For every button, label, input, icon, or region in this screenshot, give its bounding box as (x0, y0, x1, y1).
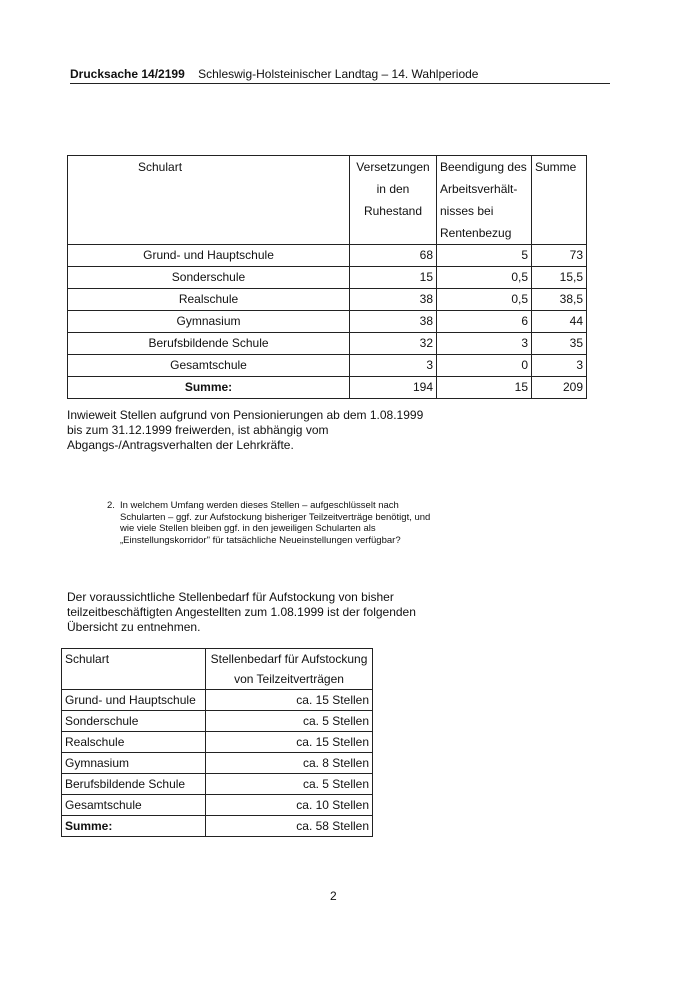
cell-ruhestand: 38 (350, 311, 437, 333)
cell-ruhestand: 32 (350, 333, 437, 355)
document-source: Schleswig-Holsteinischer Landtag – 14. Wahlperiode (198, 67, 479, 81)
cell-renten: 3 (437, 333, 532, 355)
cell-ruhestand: 15 (350, 267, 437, 289)
cell-summe: 73 (532, 245, 587, 267)
cell-bedarf: ca. 10 Stellen (206, 795, 373, 816)
document-number: Drucksache 14/2199 (70, 67, 185, 81)
table-row (68, 267, 587, 289)
page-header (70, 67, 610, 84)
table-row (62, 774, 373, 795)
cell-summe: 35 (532, 333, 587, 355)
cell-school: Grund- und Hauptschule (62, 690, 206, 711)
column-header-schulart: Schulart (68, 156, 350, 245)
cell-renten: 6 (437, 311, 532, 333)
column-header-summe: Summe (532, 156, 587, 245)
table-total-row (62, 816, 373, 837)
table-row (62, 732, 373, 753)
table-row (68, 355, 587, 377)
pension-table (67, 155, 587, 399)
cell-total-summe: 209 (532, 377, 587, 399)
cell-ruhestand: 38 (350, 289, 437, 311)
cell-school: Realschule (62, 732, 206, 753)
header-line: in den (376, 182, 410, 196)
paragraph-stellenbedarf: Der voraussichtliche Stellenbedarf für Aufstockung von bisher teilzeitbeschäftigten Angestellten zum 1.08.1999 ist der folgenden Übersicht zu entnehmen. (67, 590, 416, 634)
cell-summe: 15,5 (532, 267, 587, 289)
cell-school: Sonderschule (62, 711, 206, 732)
table-row (68, 333, 587, 355)
column-header-stellenbedarf (206, 649, 373, 690)
question-number: 2. (107, 500, 115, 511)
cell-total-renten: 15 (437, 377, 532, 399)
cell-bedarf: ca. 5 Stellen (206, 774, 373, 795)
cell-school: Gesamtschule (62, 795, 206, 816)
table-row (62, 795, 373, 816)
cell-school: Gesamtschule (68, 355, 350, 377)
column-header-ruhestand (350, 156, 437, 245)
cell-school: Sonderschule (68, 267, 350, 289)
cell-summe: 3 (532, 355, 587, 377)
table-row (68, 289, 587, 311)
table-row (68, 245, 587, 267)
cell-school: Realschule (68, 289, 350, 311)
cell-summe: 44 (532, 311, 587, 333)
cell-total-label: Summe: (62, 816, 206, 837)
header-line: Stellenbedarf für Aufstockung (210, 652, 368, 666)
cell-total-label: Summe: (68, 377, 350, 399)
table-header-row (68, 156, 587, 245)
table-total-row (68, 377, 587, 399)
cell-renten: 0 (437, 355, 532, 377)
cell-bedarf: ca. 15 Stellen (206, 732, 373, 753)
cell-ruhestand: 68 (350, 245, 437, 267)
cell-ruhestand: 3 (350, 355, 437, 377)
header-line: nisses bei (440, 204, 494, 218)
cell-bedarf: ca. 8 Stellen (206, 753, 373, 774)
stellenbedarf-table (61, 648, 373, 837)
cell-school: Grund- und Hauptschule (68, 245, 350, 267)
header-line: Ruhestand (363, 204, 423, 218)
header-line: Rentenbezug (440, 226, 512, 240)
paragraph-pensions: Inwieweit Stellen aufgrund von Pensionierungen ab dem 1.08.1999 bis zum 31.12.1999 freiwerden, ist abhängig vom Abgangs-/Antragsverhalten der Lehrkräfte. (67, 408, 424, 452)
header-line: Beendigung des (440, 160, 527, 174)
page-number: 2 (330, 889, 337, 903)
cell-total-bedarf: ca. 58 Stellen (206, 816, 373, 837)
table-header-row (62, 649, 373, 690)
cell-school: Gymnasium (68, 311, 350, 333)
table-row (62, 690, 373, 711)
cell-bedarf: ca. 5 Stellen (206, 711, 373, 732)
cell-summe: 38,5 (532, 289, 587, 311)
column-header-rentenbezug (437, 156, 532, 245)
cell-total-ruhestand: 194 (350, 377, 437, 399)
column-header-schulart: Schulart (62, 649, 206, 690)
question-text: In welchem Umfang werden dieses Stellen – aufgeschlüsselt nach Schularten – ggf. zur Aufstockung bisheriger Teilzeitverträge benötigt, und wie viele Stellen bleiben ggf. in den jeweiligen Schularten als „Einstellungskorridor" für tatsächliche Neueinstellungen verfügbar? (120, 500, 431, 546)
question-2 (107, 500, 437, 546)
cell-school: Gymnasium (62, 753, 206, 774)
table-row (62, 711, 373, 732)
header-line: Arbeitsverhält- (440, 182, 518, 196)
cell-renten: 0,5 (437, 289, 532, 311)
cell-renten: 5 (437, 245, 532, 267)
table-row (68, 311, 587, 333)
cell-school: Berufsbildende Schule (62, 774, 206, 795)
header-line: von Teilzeitverträgen (234, 672, 344, 686)
cell-school: Berufsbildende Schule (68, 333, 350, 355)
table-row (62, 753, 373, 774)
header-line: Versetzungen (356, 160, 430, 174)
cell-renten: 0,5 (437, 267, 532, 289)
cell-bedarf: ca. 15 Stellen (206, 690, 373, 711)
